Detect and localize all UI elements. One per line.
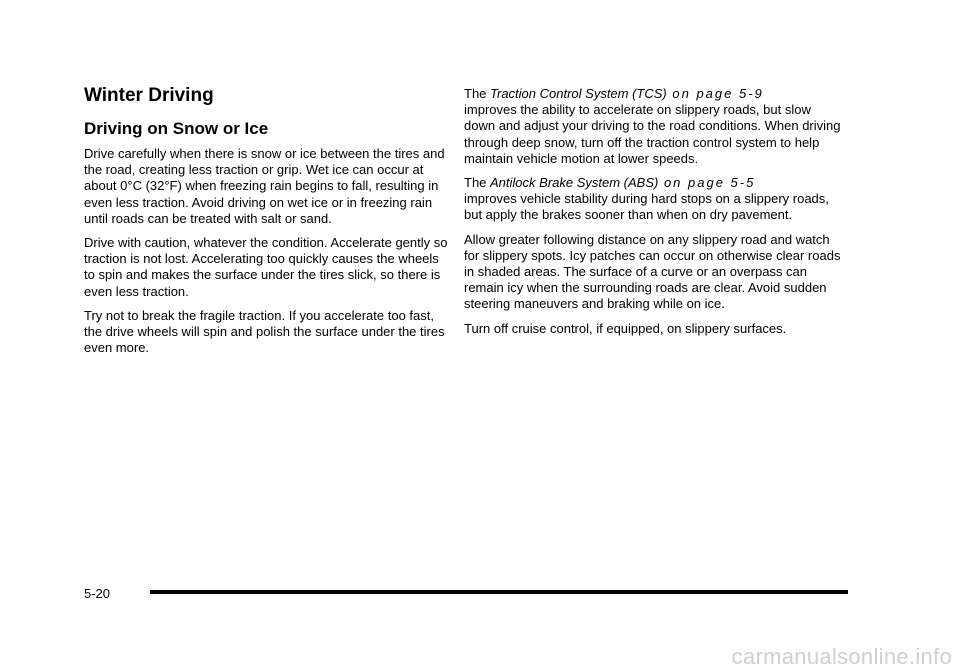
tcs-reference-link[interactable]: Traction Control System (TCS) bbox=[490, 86, 667, 101]
paragraph: Allow greater following distance on any slippery road and watch for slippery spots. Icy patches can occur on otherwise clear roads in shaded areas. The surface of a curve or an overpass can remain icy when the surrounding roads are clear. Avoid sudden steering maneuvers and braking while on ice. bbox=[464, 231, 841, 312]
abs-reference-link[interactable]: Antilock Brake System (ABS) bbox=[490, 175, 659, 191]
paragraph: Drive with caution, whatever the condition. Accelerate gently so traction is not lost. Accelerating too quickly causes the wheels to spin and makes the surface under the tires slick, so there is even less traction. bbox=[84, 235, 448, 299]
tcs-text: improves the ability to accelerate on slippery roads, but slow down and adjust your driving to the road conditions. When driving through deep snow, turn off the traction control system to help maintain vehicle motion at lower speeds. bbox=[464, 102, 841, 166]
abs-page-reference[interactable]: on page 5-5 bbox=[658, 175, 756, 191]
abs-paragraph bbox=[464, 175, 844, 224]
tcs-prefix: The bbox=[464, 86, 491, 101]
tcs-page-reference[interactable]: on page 5-9 bbox=[666, 86, 764, 101]
abs-prefix: The bbox=[464, 175, 491, 191]
watermark: carmanualsonline.info bbox=[731, 644, 952, 669]
footer-rule bbox=[150, 590, 848, 594]
section-subtitle: Driving on Snow or Ice bbox=[84, 119, 269, 138]
section-title: Winter Driving bbox=[84, 85, 214, 106]
left-column bbox=[84, 84, 450, 364]
tcs-paragraph bbox=[464, 86, 844, 167]
paragraph: Turn off cruise control, if equipped, on slippery surfaces. bbox=[464, 320, 787, 336]
paragraph: Drive carefully when there is snow or ice between the tires and the road, creating less traction or grip. Wet ice can occur at about 0°C (32°F) when freezing rain begins to fall, resulting in even less traction. Avoid driving on wet ice or in freezing rain until roads can be treated with salt or sand. bbox=[84, 146, 445, 226]
paragraph: Try not to break the fragile traction. If you accelerate too fast, the drive wheels will spin and polish the surface under the tires even more. bbox=[84, 307, 445, 356]
page-number: 5-20 bbox=[84, 586, 111, 601]
abs-text: improves vehicle stability during hard stops on a slippery roads, but apply the brakes sooner than when on dry pavement. bbox=[464, 191, 829, 223]
right-column bbox=[464, 86, 844, 345]
